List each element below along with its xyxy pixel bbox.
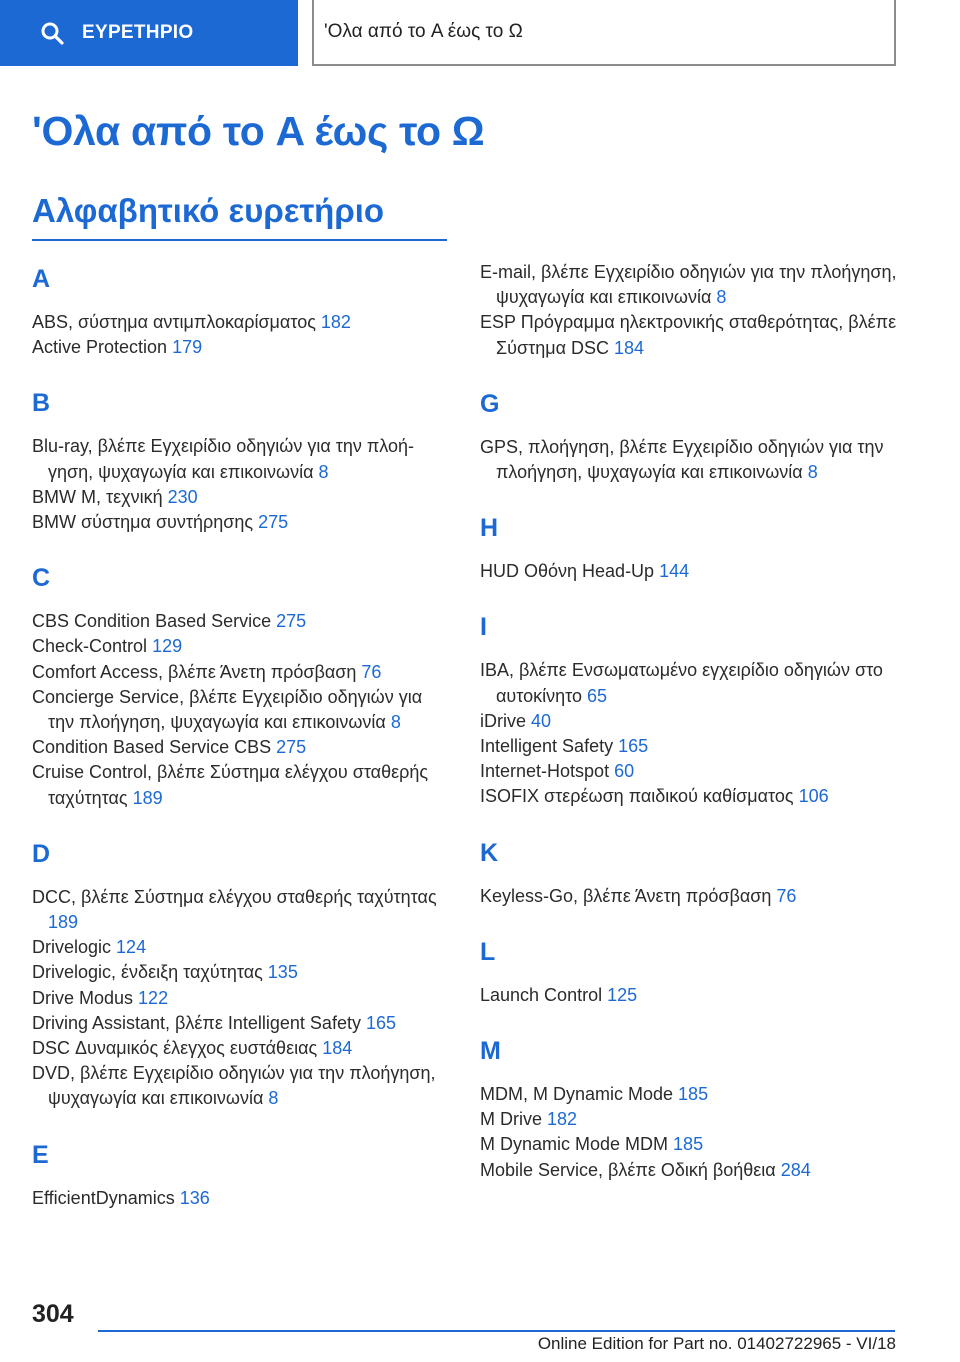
index-entry-text: Comfort Access, βλέπε Άνετη πρόσβαση	[32, 661, 357, 682]
index-entry-text: Intelligent Safety	[480, 736, 614, 757]
page-reference-link[interactable]: 124	[116, 937, 147, 958]
section-divider	[32, 239, 447, 241]
index-entry	[32, 1011, 452, 1036]
index-entry	[32, 760, 452, 810]
index-entry-text: GPS, πλοήγηση, βλέπε Εγχειρίδιο οδηγιών για την πλοήγηση, ψυχαγωγία και επικοινωνία	[480, 436, 884, 483]
index-entry-text: E-mail, βλέπε Εγχειρίδιο οδηγιών για την πλοήγηση, ψυχαγωγία και επικοινωνία	[480, 262, 897, 308]
index-entry-text: BMW σύστημα συντήρησης	[32, 512, 254, 533]
group-spacer	[32, 1211, 452, 1235]
index-entry-text: M Drive	[480, 1109, 542, 1130]
breadcrumb-label: 'Ολα από το A έως το Ω	[324, 21, 523, 42]
index-entry-text: Drivelogic, ένδειξη ταχύτητας	[32, 962, 263, 983]
group-spacer	[32, 1112, 452, 1136]
page-reference-link[interactable]: 184	[614, 337, 645, 358]
page-reference-link[interactable]: 136	[179, 1187, 210, 1208]
index-entry	[32, 986, 452, 1011]
index-entry	[32, 885, 452, 935]
index-entry	[32, 510, 452, 535]
index-entry-text: DSC Δυναμικός έλεγχος ευστάθειας	[32, 1038, 318, 1059]
index-entry	[32, 310, 452, 335]
index-letter-heading: A	[32, 265, 51, 293]
index-entry	[32, 335, 452, 360]
index-entry-text: Drivelogic	[32, 937, 112, 958]
index-letter-heading: H	[480, 514, 499, 543]
index-group	[480, 834, 900, 933]
index-entry	[32, 1036, 452, 1061]
page-reference-link[interactable]: 189	[48, 912, 79, 933]
page-reference-link[interactable]: 189	[132, 787, 163, 808]
index-entry-text: Drive Modus	[32, 987, 134, 1008]
index-entry	[32, 685, 452, 735]
index-group	[32, 384, 452, 559]
index-entry-text: DCC, βλέπε Σύστημα ελέγχου σταθερής ταχύτητας	[32, 886, 437, 907]
page-reference-link[interactable]: 122	[138, 987, 169, 1008]
page-reference-link[interactable]: 275	[276, 737, 307, 758]
index-entry-text: M Dynamic Mode MDM	[480, 1134, 669, 1155]
index-letter-heading: K	[480, 838, 499, 867]
index-entry	[32, 960, 452, 985]
index-entry-text: Driving Assistant, βλέπε Intelligent Safety	[32, 1012, 361, 1033]
group-spacer	[32, 360, 452, 384]
index-entry-text: Condition Based Service CBS	[32, 737, 272, 758]
group-spacer	[480, 1183, 900, 1207]
page-reference-link[interactable]: 106	[798, 786, 829, 807]
group-spacer	[480, 810, 900, 834]
index-entry	[480, 260, 900, 310]
index-entry-text: Internet-Hotspot	[480, 761, 610, 782]
index-group	[32, 559, 452, 835]
index-letter-heading: L	[480, 937, 496, 966]
index-entry	[32, 1061, 452, 1111]
index-letter-heading: E	[32, 1140, 49, 1169]
index-entry-text: iDrive	[480, 710, 527, 731]
index-entry	[480, 759, 900, 784]
index-entry-text: CBS Condition Based Service	[32, 611, 272, 632]
page-reference-link[interactable]: 182	[320, 312, 351, 332]
group-spacer	[32, 811, 452, 835]
index-letter-heading: M	[480, 1037, 501, 1066]
index-entry	[480, 559, 900, 584]
page-reference-link[interactable]: 184	[322, 1038, 353, 1059]
index-group	[480, 608, 900, 833]
index-letter-heading: I	[480, 613, 487, 642]
index-group	[480, 385, 900, 509]
edition-info: Online Edition for Part no. 01402722965 - VI/18	[537, 1334, 896, 1353]
group-spacer	[480, 909, 900, 933]
page-reference-link[interactable]: 275	[276, 611, 307, 632]
index-entry	[480, 784, 900, 809]
index-group	[480, 933, 900, 1032]
section-title: Αλφαβητικό ευρετήριο	[32, 192, 385, 229]
index-entry-text: ISOFIX στερέωση παιδικού καθίσματος	[480, 786, 794, 807]
index-entry	[480, 1132, 900, 1157]
page-reference-link[interactable]: 125	[607, 984, 638, 1005]
page-reference-link[interactable]: 60	[614, 761, 635, 782]
page-reference-link[interactable]: 165	[618, 736, 649, 757]
index-entry	[32, 735, 452, 760]
index-entry	[480, 734, 900, 759]
index-search-tab[interactable]	[0, 0, 298, 66]
index-entry	[480, 435, 900, 485]
index-entry	[480, 1082, 900, 1107]
page-reference-link[interactable]: 185	[673, 1134, 704, 1155]
page-reference-link[interactable]: 284	[780, 1159, 811, 1180]
page-reference-link[interactable]: 8	[268, 1088, 279, 1109]
page-reference-link[interactable]: 144	[659, 561, 690, 582]
index-entry	[32, 634, 452, 659]
page-reference-link[interactable]: 230	[167, 486, 198, 507]
index-entry	[32, 935, 452, 960]
index-group	[32, 1136, 452, 1235]
page-title: 'Ολα από το A έως το Ω	[32, 108, 485, 154]
page-reference-link[interactable]: 135	[267, 962, 298, 983]
index-entry	[32, 1186, 452, 1211]
page-reference-link[interactable]: 65	[587, 685, 608, 706]
index-entry	[32, 609, 452, 634]
index-tab-label: ΕΥΡΕΤΗΡΙΟ	[82, 22, 194, 43]
index-entry-text: Check-Control	[32, 636, 148, 657]
page-reference-link[interactable]: 165	[365, 1012, 397, 1033]
page-reference-link[interactable]: 76	[776, 885, 797, 906]
page-reference-link[interactable]: 179	[172, 337, 203, 358]
index-entry-text: IBA, βλέπε Ενσωματωμένο εγχειρίδιο οδηγιών στο αυτοκίνητο	[480, 660, 883, 706]
group-spacer	[32, 535, 452, 559]
index-entry	[480, 884, 900, 909]
index-entry-text: EfficientDynamics	[32, 1187, 175, 1208]
page-reference-link[interactable]: 40	[531, 710, 552, 731]
index-column-left	[32, 260, 452, 1235]
index-column-right	[480, 260, 900, 1207]
index-group	[32, 835, 452, 1136]
page-reference-link[interactable]: 129	[152, 636, 183, 657]
group-spacer	[480, 361, 900, 385]
index-entry	[480, 310, 900, 360]
index-entry-text: Concierge Service, βλέπε Εγχειρίδιο οδηγιών για την πλοήγηση, ψυχαγωγία και επικοινωνία	[32, 686, 423, 733]
index-entry	[480, 709, 900, 734]
index-entry-text: HUD Οθόνη Head-Up	[480, 561, 655, 582]
index-entry-text: Mobile Service, βλέπε Οδική βοήθεια	[480, 1159, 776, 1180]
page-reference-link[interactable]: 76	[361, 661, 382, 682]
index-letter-heading: G	[480, 389, 500, 418]
index-group	[480, 260, 900, 385]
group-spacer	[480, 485, 900, 509]
page-reference-link[interactable]: 8	[390, 712, 401, 733]
index-entry	[480, 658, 900, 708]
index-letter-heading: C	[32, 564, 51, 593]
index-letter-heading: D	[32, 839, 51, 868]
top-bar	[0, 0, 960, 66]
index-entry	[480, 1107, 900, 1132]
index-entry-text: BMW M, τεχνική	[32, 486, 163, 507]
index-entry-text: DVD, βλέπε Εγχειρίδιο οδηγιών για την πλοήγηση, ψυχαγωγία και επικοινωνία	[32, 1063, 436, 1109]
index-entry-text: Cruise Control, βλέπε Σύστημα ελέγχου σταθερής ταχύτητας	[32, 762, 429, 808]
group-spacer	[480, 584, 900, 608]
index-group	[480, 509, 900, 608]
index-letter-heading: B	[32, 389, 51, 418]
index-group	[480, 1032, 900, 1207]
page-reference-link[interactable]: 8	[318, 461, 329, 482]
index-entry-text: MDM, M Dynamic Mode	[480, 1084, 674, 1105]
index-entry	[32, 485, 452, 510]
index-entry-text: ABS, σύστημα αντιμπλοκαρίσματος	[32, 312, 316, 332]
breadcrumb[interactable]	[312, 0, 896, 66]
index-group	[32, 260, 452, 384]
group-spacer	[480, 1008, 900, 1032]
page-reference-link[interactable]: 8	[716, 287, 727, 308]
index-entry	[32, 434, 452, 484]
page-number: 304	[32, 1300, 74, 1328]
index-entry-text: ESP Πρόγραμμα ηλεκτρονικής σταθερότητας, βλέπε Σύστημα DSC	[480, 312, 897, 358]
index-entry	[480, 1158, 900, 1183]
index-entry-text: Active Protection	[32, 337, 168, 358]
index-entry-text: Launch Control	[480, 984, 603, 1005]
footer-divider	[98, 1330, 895, 1332]
index-entry-text: Blu-ray, βλέπε Εγχειρίδιο οδηγιών για την πλοήγηση, ψυχαγωγία και επικοινωνία	[32, 436, 415, 482]
page-reference-link[interactable]: 185	[678, 1084, 709, 1105]
index-entry	[32, 660, 452, 685]
page-reference-link[interactable]: 275	[258, 512, 289, 533]
index-entry-text: Keyless-Go, βλέπε Άνετη πρόσβαση	[480, 885, 772, 906]
search-icon	[40, 21, 64, 45]
page-reference-link[interactable]: 8	[807, 462, 818, 483]
index-entry	[480, 983, 900, 1008]
page-reference-link[interactable]: 182	[547, 1109, 578, 1130]
